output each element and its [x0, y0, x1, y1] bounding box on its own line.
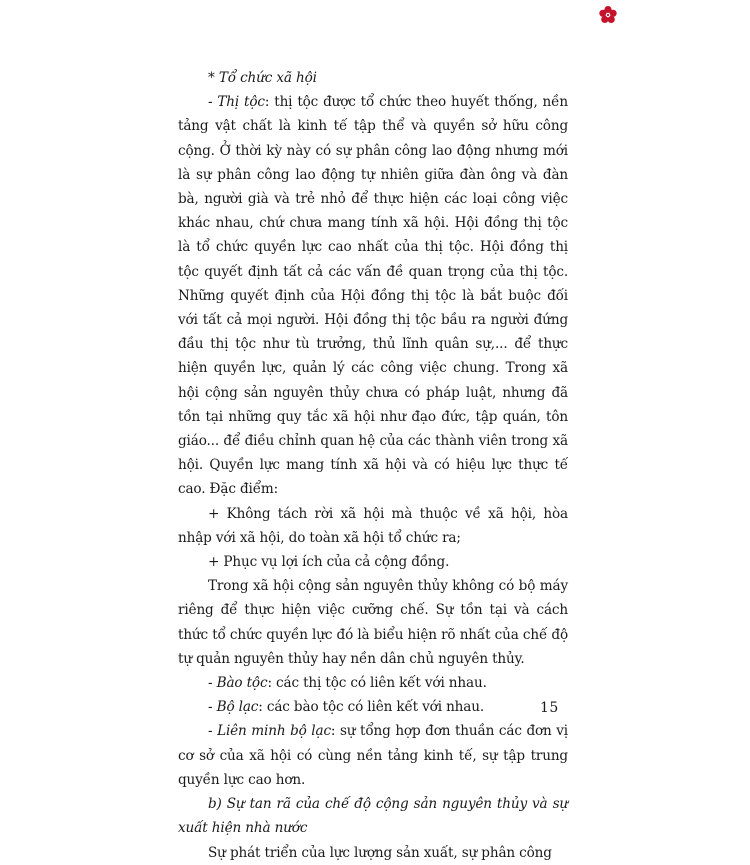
term-label: - Bào tộc	[208, 675, 268, 692]
subsection-heading: b) Sự tan rã của chế độ cộng sản nguyên thủy và sự xuất hiện nhà nước	[178, 796, 568, 837]
term-label: - Liên minh bộ lạc	[208, 723, 331, 740]
paragraph-lien-minh: - Liên minh bộ lạc: sự tổng hợp đơn thuần các đơn vị cơ sở của xã hội có cùng nền tảng kinh tế, sự tập trung quyền lực cao hơn.	[178, 723, 568, 788]
term-label: - Thị tộc	[208, 94, 265, 111]
flower-ornament-icon	[598, 5, 618, 25]
paragraph-bao-toc: - Bào tộc: các thị tộc có liên kết với nhau.	[208, 675, 487, 692]
bullet-paragraph: + Phục vụ lợi ích của cả cộng đồng.	[208, 554, 450, 571]
paragraph: Trong xã hội cộng sản nguyên thủy không có bộ máy riêng để thực hiện việc cưỡng chế. Sự tồn tại và cách thức tổ chức quyền lực đó là biểu hiện rõ nhất của chế độ tự quản nguyên thủy hay nền dân chủ nguyên thủy.	[178, 578, 568, 667]
paragraph-bo-lac: - Bộ lạc: các bào tộc có liên kết với nhau.	[208, 699, 485, 716]
paragraph: Sự phát triển của lực lượng sản xuất, sự phân công	[208, 844, 552, 861]
term-label: - Bộ lạc	[208, 699, 259, 716]
bullet-paragraph: + Không tách rời xã hội mà thuộc về xã hội, hòa nhập với xã hội, do toàn xã hội tổ chức ra;	[178, 505, 568, 546]
body-text	[178, 66, 568, 865]
page-number: 15	[540, 700, 559, 716]
paragraph-thi-toc: - Thị tộc: thị tộc được tổ chức theo huyết thống, nền tảng vật chất là kinh tế tập thể và quyền sở hữu công cộng. Ở thời kỳ này có sự phân công lao động nhưng mới là sự phân công lao động tự nhiên giữa đàn ông và đàn bà, người già và trẻ nhỏ để thực hiện các loại công việc khác nhau, chứ chưa mang tính xã hội. Hội đồng thị tộc là tổ chức quyền lực cao nhất của thị tộc. Hội đồng thị tộc quyết định tất cả các vấn đề quan trọng của thị tộc. Những quyết định của Hội đồng thị tộc là bắt buộc đối với tất cả mọi người. Hội đồng thị tộc bầu ra người đứng đầu thị tộc như tù trưởng, thủ lĩnh quân sự,... để thực hiện quyền lực, quản lý các công việc chung. Trong xã hội cộng sản nguyên thủy chưa có pháp luật, nhưng đã tồn tại những quy tắc xã hội như đạo đức, tập quán, tôn giáo... để điều chỉnh quan hệ của các thành viên trong xã hội. Quyền lực mang tính xã hội và có hiệu lực thực tế cao. Đặc điểm:	[178, 94, 568, 498]
section-heading: * Tổ chức xã hội	[208, 70, 317, 86]
